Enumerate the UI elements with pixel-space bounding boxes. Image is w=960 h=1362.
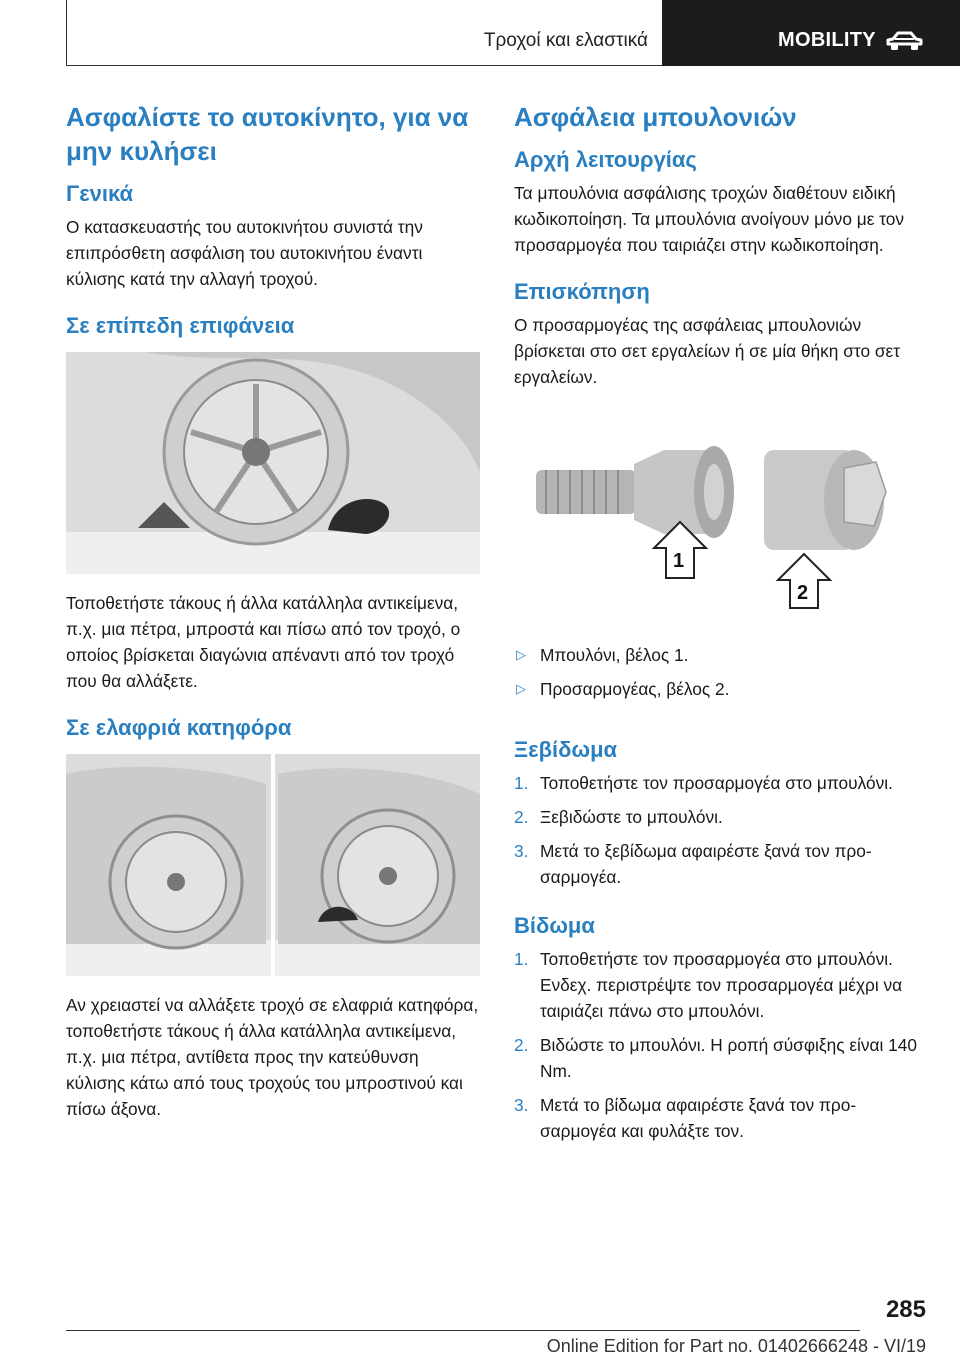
header-bottom-rule: [66, 65, 662, 66]
unscrew-steps: [514, 770, 926, 890]
subheading-flat-surface: Σε επίπεδη επιφάνεια: [66, 313, 295, 338]
general-paragraph: Ο κατασκευαστής του αυτοκινήτου συνιστά την επιπρόσθετη ασφάλιση του αυτοκινήτου έναντι κύλισης κατά την αλλαγή τροχού.: [66, 217, 423, 289]
lug-bolt-adapter-illustration: [514, 410, 926, 624]
edition-note: Online Edition for Part no. 01402666248 - VI/19: [546, 1336, 926, 1356]
page-number: 285: [885, 1296, 926, 1323]
screw-steps: [514, 946, 926, 1144]
wheel-chock-flat-illustration: [66, 352, 480, 574]
section-title-secure-vehicle: Ασφαλίστε το αυτοκίνητο, για να μην κυλήσει: [66, 102, 469, 166]
list-item: 3. Μετά το ξεβίδωμα αφαιρέστε ξανά τον προσαρμογέα.: [514, 841, 872, 887]
subheading-unscrew: Ξεβίδωμα: [514, 737, 618, 762]
list-item: 3. Μετά το βίδωμα αφαιρέστε ξανά τον προσαρμογέα και φυλάξτε τον.: [514, 1095, 857, 1141]
flat-surface-paragraph: Τοποθετήστε τάκους ή άλλα κατάλληλα αντικείμενα, π.χ. μια πέτρα, μπροστά και πίσω από τον τροχό, ο οποίος βρίσκεται διαγώνια απέναντι από τον τροχό που θα αλλάξετε.: [66, 593, 461, 691]
subheading-overview: Επισκόπηση: [514, 279, 650, 304]
page-header: [0, 0, 960, 66]
header-section-title: Τροχοί και ελαστικά: [483, 30, 648, 51]
header-left-rule: [66, 0, 67, 66]
right-column: [514, 100, 926, 1166]
footer-rule: [66, 1330, 860, 1331]
subheading-general: Γενικά: [66, 181, 134, 206]
principle-paragraph: Τα μπουλόνια ασφάλισης τροχών διαθέτουν ειδική κωδικοποίηση. Τα μπουλόνια ανοίγουν μόνο με τον προσαρμογέα που ταιριάζει στην κωδικοποίηση.: [514, 183, 905, 255]
list-item: 1. Τοποθετήστε τον προσαρμογέα στο μπουλόνι.: [514, 773, 893, 793]
list-item: 2. Ξεβιδώστε το μπουλόνι.: [514, 807, 723, 827]
triangle-bullet-icon: ▷: [516, 681, 526, 696]
subheading-principle: Αρχή λειτουργίας: [514, 147, 697, 172]
wheel-chock-slope-illustration: [66, 754, 480, 976]
list-item: 1. Τοποθετήστε τον προσαρμογέα στο μπουλόνι. Ενδεχ. περιστρέψτε τον προσαρμογέα μέχρι να ταιριάζει πάνω στο μπουλόνι.: [514, 949, 903, 1021]
section-title-lug-bolt-lock: Ασφάλεια μπουλονιών: [514, 102, 797, 132]
slope-paragraph: Αν χρειαστεί να αλλάξετε τροχό σε ελαφριά κατηφόρα, τοποθετήστε τάκους ή άλλα κατάλληλα αντικείμενα, π.χ. μια πέτρα, αντίθετα προς την κατεύθυνση κύλισης κάτω από τους τροχούς του μπροστινού και πίσω άξονα.: [66, 995, 479, 1119]
figure-legend-list: [514, 642, 926, 702]
bolt-graphic: [536, 446, 734, 538]
triangle-bullet-icon: ▷: [516, 647, 526, 662]
car-icon: [884, 28, 924, 57]
header-brand-label: MOBILITY: [778, 29, 876, 51]
callout-label-1: 1: [673, 550, 685, 572]
subheading-slight-slope: Σε ελαφριά κατηφόρα: [66, 715, 292, 740]
left-column: [66, 100, 480, 1142]
subheading-screw: Βίδωμα: [514, 913, 595, 938]
list-item: ▷ Μπουλόνι, βέλος 1.: [514, 642, 926, 668]
list-item: 2. Βιδώστε το μπουλόνι. Η ροπή σύσφιξης είναι 140 Nm.: [514, 1035, 918, 1081]
list-item: ▷ Προσαρμογέας, βέλος 2.: [514, 676, 926, 702]
overview-paragraph: Ο προσαρμογέας της ασφάλειας μπουλονιών βρίσκεται στο σετ εργαλείων ή σε μία θήκη στο σετ εργαλείων.: [514, 315, 901, 387]
callout-label-2: 2: [797, 582, 809, 604]
adapter-graphic: [764, 450, 886, 550]
